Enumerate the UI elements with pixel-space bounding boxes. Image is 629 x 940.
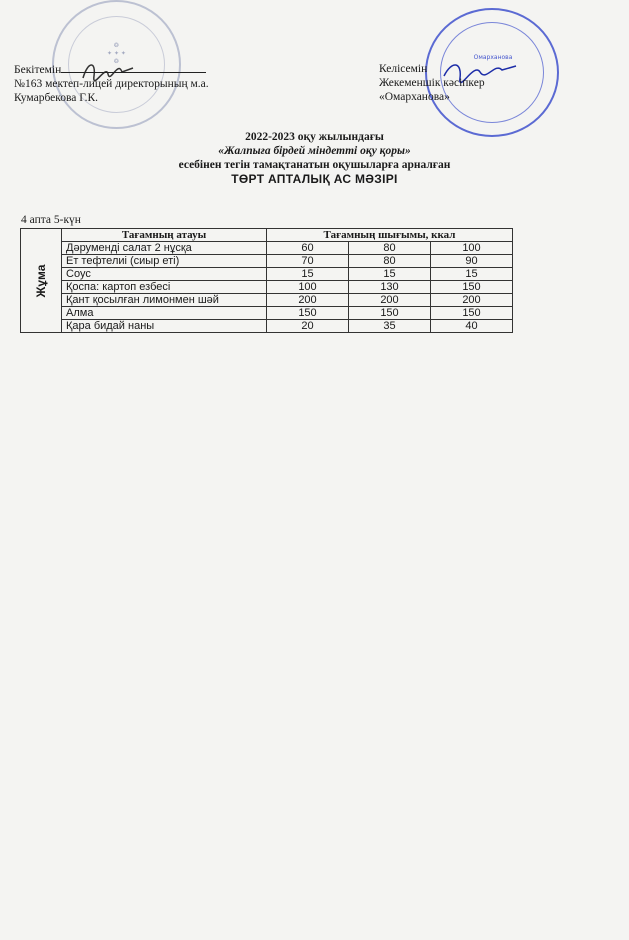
table-row	[21, 320, 513, 333]
yield-value: 40	[431, 320, 513, 333]
yield-value: 150	[431, 307, 513, 320]
dish-name: Алма	[62, 307, 267, 320]
agreement-person: «Омарханова»	[379, 91, 450, 103]
approval-position: №163 мектеп-лицей директорының м.а.	[14, 78, 209, 90]
table-row	[21, 281, 513, 294]
dish-name: Соус	[62, 268, 267, 281]
yield-value: 200	[267, 294, 349, 307]
yield-value: 15	[267, 268, 349, 281]
dish-name: Дәруменді салат 2 нұсқа	[62, 242, 267, 255]
table-row	[21, 307, 513, 320]
menu-table	[20, 228, 513, 333]
table-row	[21, 268, 513, 281]
day-label: Жұма	[34, 264, 48, 297]
yield-value: 150	[431, 281, 513, 294]
yield-value: 80	[349, 255, 431, 268]
dish-name: Ет тефтелиі (сиыр еті)	[62, 255, 267, 268]
agreement-block	[379, 62, 485, 104]
yield-value: 60	[267, 242, 349, 255]
yield-value: 15	[349, 268, 431, 281]
yield-value: 80	[349, 242, 431, 255]
yield-value: 20	[267, 320, 349, 333]
title-menu: ТӨРТ АПТАЛЫҚ АС МӘЗІРІ	[231, 172, 398, 186]
yield-value: 130	[349, 281, 431, 294]
yield-value: 70	[267, 255, 349, 268]
dish-name: Қант қосылған лимонмен шәй	[62, 294, 267, 307]
yield-value: 15	[431, 268, 513, 281]
yield-value: 150	[349, 307, 431, 320]
header-dish-yield: Тағамның шығымы, ккал	[267, 229, 513, 242]
table-row	[21, 294, 513, 307]
approval-block	[14, 62, 209, 105]
table-row	[21, 242, 513, 255]
approval-signature-line	[61, 62, 206, 73]
yield-value: 200	[431, 294, 513, 307]
approval-label: Бекітемін	[14, 64, 62, 76]
school-seal-text: ❂ ✦ ✦ ✦ ❂	[107, 42, 126, 65]
title-year: 2022-2023 оқу жылындағы	[245, 131, 384, 143]
title-audience: есебінен тегін тамақтанатын оқушыларға арналған	[178, 159, 451, 171]
yield-value: 100	[267, 281, 349, 294]
week-day-label: 4 апта 5-күн	[21, 214, 81, 226]
table-header-row	[21, 229, 513, 242]
yield-value: 90	[431, 255, 513, 268]
agreement-label: Келісемін	[379, 63, 428, 75]
yield-value: 100	[431, 242, 513, 255]
day-cell	[21, 229, 62, 333]
document-title	[0, 130, 629, 186]
yield-value: 35	[349, 320, 431, 333]
dish-name: Қоспа: картоп езбесі	[62, 281, 267, 294]
yield-value: 200	[349, 294, 431, 307]
yield-value: 150	[267, 307, 349, 320]
agreement-position: Жекеменшік кәсіпкер	[379, 77, 485, 89]
approval-person: Кумарбекова Г.К.	[14, 92, 99, 104]
dish-name: Қара бидай наны	[62, 320, 267, 333]
table-row	[21, 255, 513, 268]
title-fund: «Жалпыға бірдей міндетті оқу қоры»	[218, 145, 411, 157]
entrepreneur-seal-text: Омарханова	[473, 54, 513, 61]
header-dish-name: Тағамның атауы	[62, 229, 267, 242]
